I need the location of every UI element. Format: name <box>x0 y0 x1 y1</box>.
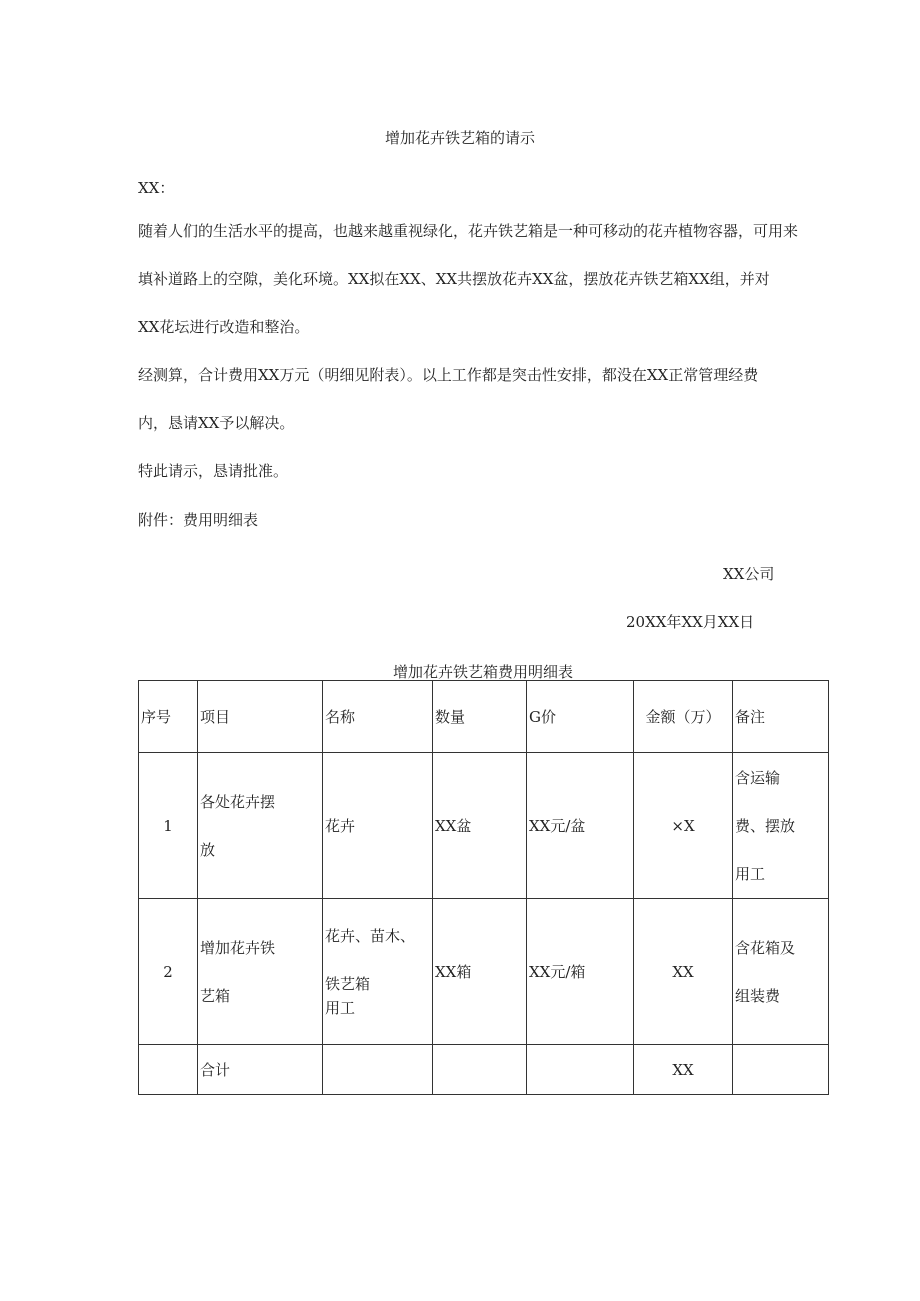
table-title: 增加花卉铁艺箱费用明细表 <box>392 663 573 681</box>
row-item-line: 各处花卉摆 <box>200 792 276 811</box>
table-total-row <box>139 1045 829 1095</box>
row-quantity: XX盆 <box>433 753 527 899</box>
row-name <box>323 753 433 899</box>
row-remark <box>733 899 829 1045</box>
body-line-2: 填补道路上的空隙，美化环境。XX拟在XX、XX共摆放花卉XX盆，摆放花卉铁艺箱XX组，并对 <box>138 270 770 288</box>
attachment-line: 附件：费用明细表 <box>138 511 259 529</box>
header-item: 项目 <box>198 681 323 753</box>
row-unit-price: XX元/盆 <box>527 753 634 899</box>
row-remark-line: 含运输 <box>735 768 781 787</box>
row-unit-price: XX元/箱 <box>527 899 634 1045</box>
table-header-row <box>139 681 829 753</box>
body-line-3: XX花坛进行改造和整治。 <box>138 318 310 336</box>
row-index: 1 <box>139 753 198 899</box>
header-unit-price: G价 <box>527 681 634 753</box>
header-amount: 金额（万） <box>634 681 733 753</box>
signature-date: 20XX年XX月XX日 <box>626 613 755 631</box>
header-index: 序号 <box>139 681 198 753</box>
total-amount: XX <box>634 1045 733 1095</box>
row-name-line: 铁艺箱 <box>325 974 371 993</box>
body-line-6: 特此请示，恳请批准。 <box>138 462 289 480</box>
row-item-line: 放 <box>200 840 216 859</box>
body-line-1: 随着人们的生活水平的提高，也越来越重视绿化，花卉铁艺箱是一种可移动的花卉植物容器，可用来 <box>138 222 799 240</box>
document-title: 增加花卉铁艺箱的请示 <box>384 129 535 147</box>
cost-detail-table <box>138 680 829 1095</box>
table-row <box>139 899 829 1045</box>
row-item-line: 艺箱 <box>200 986 231 1005</box>
total-empty <box>433 1045 527 1095</box>
row-item <box>198 899 323 1045</box>
header-quantity: 数量 <box>433 681 527 753</box>
row-name <box>323 899 433 1045</box>
total-label: 合计 <box>198 1045 323 1095</box>
row-item-line: 增加花卉铁 <box>200 938 276 957</box>
total-empty <box>527 1045 634 1095</box>
row-index: 2 <box>139 899 198 1045</box>
salutation: XX： <box>138 179 175 197</box>
header-remark: 备注 <box>733 681 829 753</box>
body-line-4: 经测算，合计费用XX万元（明细见附表）。以上工作都是突击性安排，都没在XX正常管理经费 <box>138 366 759 384</box>
row-remark-line: 费、摆放 <box>735 816 796 835</box>
signature-company: XX公司 <box>723 565 775 583</box>
total-empty <box>323 1045 433 1095</box>
row-item <box>198 753 323 899</box>
row-remark-line: 含花箱及 <box>735 938 796 957</box>
row-remark-line: 用工 <box>735 864 766 883</box>
table-row <box>139 753 829 899</box>
row-remark <box>733 753 829 899</box>
total-empty <box>733 1045 829 1095</box>
row-quantity: XX箱 <box>433 899 527 1045</box>
row-remark-line: 组装费 <box>735 986 781 1005</box>
header-name: 名称 <box>323 681 433 753</box>
row-name-line: 用工 <box>325 998 356 1017</box>
row-name-line: 花卉、苗木、 <box>325 926 416 945</box>
row-amount: ×X <box>634 753 733 899</box>
row-amount: XX <box>634 899 733 1045</box>
body-line-5: 内，恳请XX予以解决。 <box>138 414 295 432</box>
total-index-empty <box>139 1045 198 1095</box>
row-name-line: 花卉 <box>325 816 356 835</box>
